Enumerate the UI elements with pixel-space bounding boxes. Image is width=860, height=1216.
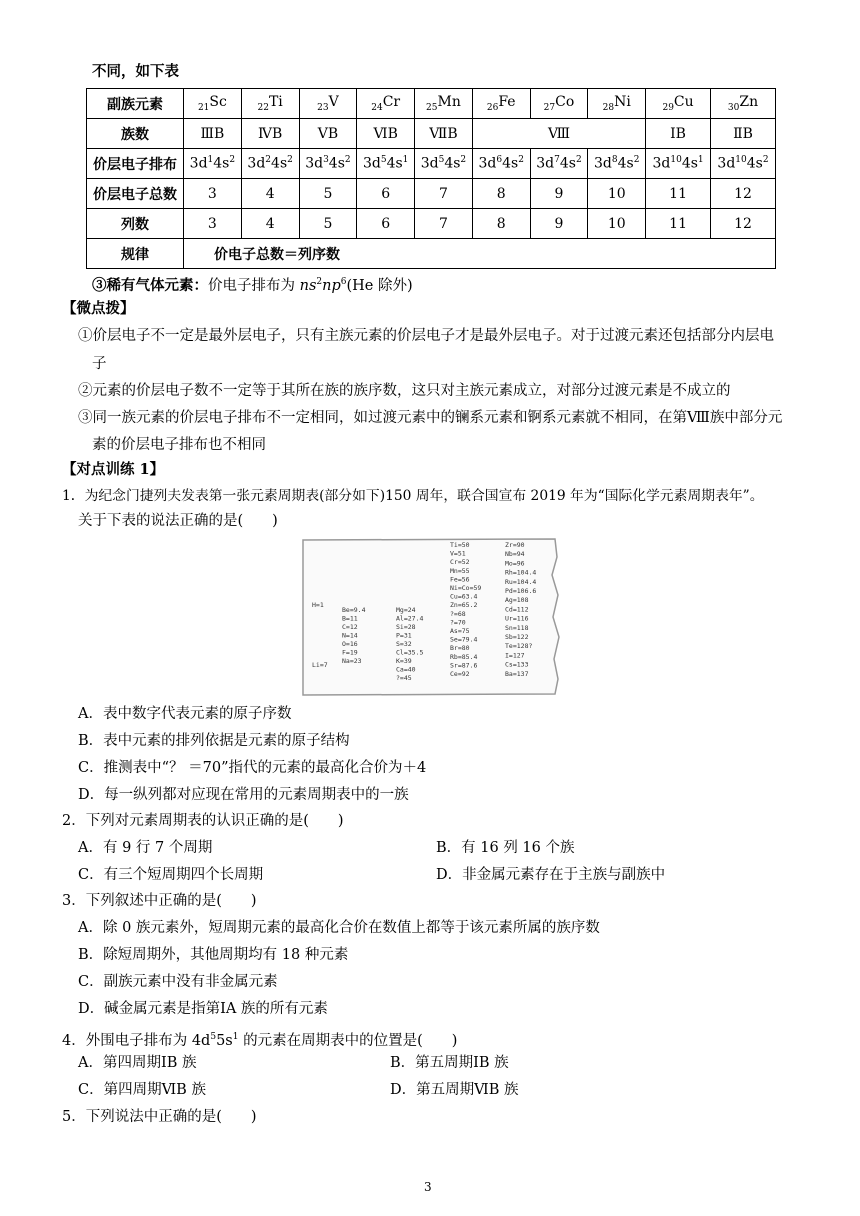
- q1-option-c[interactable]: C．推测表中“？ ＝70”指代的元素的最高化合价为＋4: [78, 760, 427, 776]
- tip-line: ③同一族元素的价层电子排布不一定相同，如过渡元素中的镧系元素和锕系元素就不相同，在第Ⅷ族中部分元: [78, 410, 783, 426]
- q4-option-b[interactable]: B．第五周期ⅠB 族: [390, 1055, 509, 1071]
- q2-option-b[interactable]: B．有 16 列 16 个族: [436, 840, 575, 856]
- q3-option-d[interactable]: D．碱金属元素是指第ⅠA 族的所有元素: [78, 1001, 328, 1017]
- group-cell: ⅥB: [357, 119, 415, 149]
- total-cell: 12: [711, 179, 776, 209]
- mendeleev-entry: P=31: [396, 631, 412, 640]
- intro-text: 不同，如下表: [92, 63, 179, 80]
- mendeleev-entry: F=19: [342, 648, 358, 657]
- mendeleev-entry: ?=68: [450, 609, 466, 618]
- mendeleev-entry: Na=23: [342, 657, 362, 665]
- table-row: [87, 209, 776, 239]
- q4-option-d[interactable]: D．第五周期ⅥB 族: [390, 1082, 519, 1098]
- config-cell: $3d^64s^2$: [472, 149, 530, 179]
- mendeleev-entry: V=51: [450, 549, 466, 558]
- mendeleev-entry: N=14: [342, 631, 358, 640]
- config-cell: $3d^{10}4s^1$: [646, 149, 711, 179]
- mendeleev-entry: Ba=137: [505, 669, 529, 678]
- config-cell: $3d^14s^2$: [184, 149, 242, 179]
- total-cell: 5: [299, 179, 357, 209]
- q3-option-a[interactable]: A．除 0 族元素外，短周期元素的最高化合价在数值上都等于该元素所属的族序数: [78, 920, 600, 936]
- tip-line: ①价层电子不一定是最外层电子，只有主族元素的价层电子才是最外层电子。对于过渡元素还包括部分内层电: [78, 328, 774, 344]
- mendeleev-entry: Rb=85.4: [450, 652, 478, 661]
- q4-option-c[interactable]: C．第四周期ⅥB 族: [78, 1082, 206, 1098]
- element-cell: $_{29}$Cu: [646, 89, 711, 119]
- column-cell: 8: [472, 209, 530, 239]
- tip-line: 子: [92, 356, 107, 372]
- mendeleev-entry: Fe=56: [450, 575, 470, 584]
- group-cell: ⅡB: [711, 119, 776, 149]
- question-1-stem: 1．为纪念门捷列夫发表第一张元素周期表(部分如下)150 周年，联合国宣布 2019 年为“国际化学元素周期表年”。: [62, 488, 764, 504]
- element-cell: $_{30}$Zn: [711, 89, 776, 119]
- config-cell: $3d^74s^2$: [530, 149, 588, 179]
- group-cell: ⅢB: [184, 119, 242, 149]
- mendeleev-entry: Ce=92: [450, 670, 470, 678]
- column-cell: 9: [530, 209, 588, 239]
- mendeleev-entry: As=75: [450, 627, 470, 635]
- mendeleev-entry: Ca=40: [396, 665, 416, 674]
- q4-option-a[interactable]: A．第四周期ⅠB 族: [78, 1055, 197, 1071]
- group-cell: ⅣB: [241, 119, 299, 149]
- mendeleev-entry: Pd=106.6: [505, 587, 537, 595]
- mendeleev-entry: Rh=104.4: [505, 568, 537, 577]
- q2-option-a[interactable]: A．有 9 行 7 个周期: [78, 840, 213, 856]
- q3-option-b[interactable]: B．除短周期外，其他周期均有 18 种元素: [78, 947, 349, 963]
- element-cell: $_{25}$Mn: [415, 89, 473, 119]
- element-cell: $_{27}$Co: [530, 89, 588, 119]
- element-cell: $_{24}$Cr: [357, 89, 415, 119]
- mendeleev-entry: K=39: [396, 657, 412, 665]
- mendeleev-entry: Li=7: [312, 661, 328, 669]
- mendeleev-entry: I=127: [505, 651, 525, 660]
- group-cell: ⅤB: [299, 119, 357, 149]
- mendeleev-entry: Ti=50: [450, 541, 470, 549]
- table-row: [87, 119, 776, 149]
- element-cell: $_{23}$V: [299, 89, 357, 119]
- element-cell: $_{22}$Ti: [241, 89, 299, 119]
- element-cell: $_{21}$Sc: [184, 89, 242, 119]
- total-cell: 10: [588, 179, 646, 209]
- mendeleev-entry: Ag=108: [505, 596, 529, 605]
- tips-title: 【微点拨】: [62, 300, 135, 317]
- total-cell: 4: [241, 179, 299, 209]
- mendeleev-entry: Cu=63.4: [450, 592, 478, 601]
- mendeleev-entry: Sn=118: [505, 623, 529, 632]
- question-3-stem: 3．下列叙述中正确的是( ): [62, 893, 257, 909]
- table-row: [87, 179, 776, 209]
- training-title: 【对点训练 1】: [62, 461, 165, 478]
- column-cell: 3: [184, 209, 242, 239]
- config-cell: $3d^34s^2$: [299, 149, 357, 179]
- row-header: 副族元素: [87, 89, 184, 119]
- mendeleev-entry: Ur=116: [505, 614, 529, 623]
- mendeleev-entry: Se=79.4: [450, 635, 478, 644]
- mendeleev-entry: O=16: [342, 640, 358, 648]
- mendeleev-entry: ?=45: [396, 674, 412, 682]
- total-cell: 7: [415, 179, 473, 209]
- column-cell: 4: [241, 209, 299, 239]
- mendeleev-entry: Cr=52: [450, 558, 470, 567]
- column-cell: 7: [415, 209, 473, 239]
- mendeleev-entry: Br=80: [450, 644, 470, 653]
- mendeleev-entry: Zr=90: [505, 541, 525, 549]
- q2-option-c[interactable]: C．有三个短周期四个长周期: [78, 867, 264, 883]
- page-number: 3: [424, 1180, 432, 1194]
- table-row: [87, 149, 776, 179]
- mendeleev-entry: ?=70: [450, 618, 466, 627]
- transition-elements-table: [86, 88, 776, 269]
- total-cell: 8: [472, 179, 530, 209]
- q2-option-d[interactable]: D．非金属元素存在于主族与副族中: [436, 867, 666, 883]
- row-header: 规律: [87, 239, 184, 269]
- column-cell: 5: [299, 209, 357, 239]
- config-cell: $3d^84s^2$: [588, 149, 646, 179]
- question-2-stem: 2．下列对元素周期表的认识正确的是( ): [62, 813, 344, 829]
- tip-line: 素的价层电子排布也不相同: [92, 437, 266, 453]
- mendeleev-entry: Mo=96: [505, 559, 525, 568]
- row-header: 族数: [87, 119, 184, 149]
- mendeleev-entry: H=1: [312, 601, 324, 609]
- mendeleev-entry: Cd=112: [505, 605, 529, 614]
- config-cell: $3d^{10}4s^2$: [711, 149, 776, 179]
- mendeleev-entry: Si=28: [396, 623, 416, 631]
- mendeleev-entry: Ni=Co=59: [450, 584, 482, 592]
- mendeleev-entry: Cl=35.5: [396, 648, 424, 657]
- mendeleev-entry: B=11: [342, 614, 358, 623]
- noble-gas-line: ③稀有气体元素：价电子排布为 $ns^2np^6(He$ 除外): [92, 276, 413, 294]
- total-cell: 9: [530, 179, 588, 209]
- q3-option-c[interactable]: C．副族元素中没有非金属元素: [78, 974, 278, 990]
- mendeleev-entry: Zn=65.2: [450, 601, 478, 610]
- q1-option-a[interactable]: A．表中数字代表元素的原子序数: [78, 706, 292, 722]
- element-cell: $_{26}$Fe: [472, 89, 530, 119]
- mendeleev-entry: Nb=94: [505, 550, 525, 559]
- mendeleev-table-image: [300, 537, 560, 697]
- question-5-stem: 5．下列说法中正确的是( ): [62, 1109, 257, 1125]
- config-cell: $3d^24s^2$: [241, 149, 299, 179]
- table-row: [87, 89, 776, 119]
- column-cell: 6: [357, 209, 415, 239]
- mendeleev-entry: Ru=104.4: [505, 577, 537, 586]
- mendeleev-entry: Te=128?: [505, 642, 533, 651]
- mendeleev-entry: S=32: [396, 640, 412, 648]
- column-cell: 10: [588, 209, 646, 239]
- group-cell: ⅦB: [415, 119, 473, 149]
- mendeleev-entry: Mn=55: [450, 566, 470, 575]
- mendeleev-entry: Sb=122: [505, 633, 529, 641]
- config-cell: $3d^54s^2$: [415, 149, 473, 179]
- tip-line: ②元素的价层电子数不一定等于其所在族的族序数，这只对主族元素成立，对部分过渡元素是不成立的: [78, 383, 731, 399]
- column-cell: 11: [646, 209, 711, 239]
- column-cell: 12: [711, 209, 776, 239]
- q1-option-d[interactable]: D．每一纵列都对应现在常用的元素周期表中的一族: [78, 787, 409, 803]
- group-cell: ⅠB: [646, 119, 711, 149]
- mendeleev-entry: Mg=24: [396, 606, 416, 614]
- row-header: 价层电子排布: [87, 149, 184, 179]
- mendeleev-entry: C=12: [342, 623, 358, 631]
- mendeleev-entry: Al=27.4: [396, 614, 424, 623]
- rule-cell: 价电子总数＝列序数: [184, 239, 776, 269]
- total-cell: 6: [357, 179, 415, 209]
- question-1-stem-cont: 关于下表的说法正确的是( ): [78, 513, 278, 529]
- row-header: 价层电子总数: [87, 179, 184, 209]
- table-row: [87, 239, 776, 269]
- question-4-stem: 4．外围电子排布为 $4d^55s^1$ 的元素在周期表中的位置是( ): [62, 1032, 458, 1049]
- row-header: 列数: [87, 209, 184, 239]
- mendeleev-entry: Be=9.4: [342, 606, 366, 614]
- element-cell: $_{28}$Ni: [588, 89, 646, 119]
- config-cell: $3d^54s^1$: [357, 149, 415, 179]
- total-cell: 3: [184, 179, 242, 209]
- q1-option-b[interactable]: B．表中元素的排列依据是元素的原子结构: [78, 733, 350, 749]
- mendeleev-entry: Cs=133: [505, 660, 529, 669]
- group-cell: Ⅷ: [472, 119, 645, 149]
- total-cell: 11: [646, 179, 711, 209]
- mendeleev-entry: Sr=87.6: [450, 661, 478, 670]
